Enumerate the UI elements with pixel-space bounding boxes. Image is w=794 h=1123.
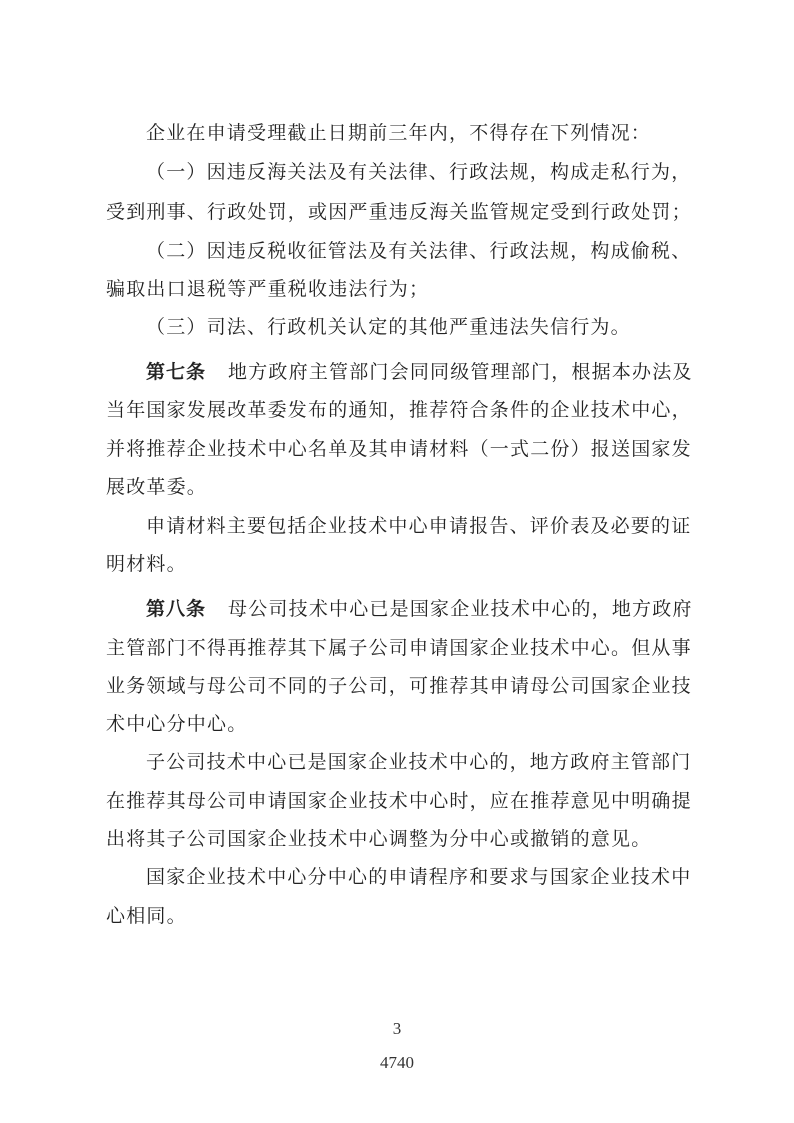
paragraph-line: 主管部门不得再推荐其下属子公司申请国家企业技术中心。但从事 [106, 637, 692, 659]
article-7-title: 第七条 [146, 361, 207, 383]
paragraph-line: 当年国家发展改革委发布的通知，推荐符合条件的企业技术中心， [106, 399, 692, 421]
paragraph-line: 术中心分中心。 [106, 713, 248, 735]
paragraph-line: 展改革委。 [106, 476, 208, 498]
paragraph-line: 并将推荐企业技术中心名单及其申请材料（一式二份）报送国家发 [106, 438, 692, 460]
paragraph-line: 在推荐其母公司申请国家企业技术中心时，应在推荐意见中明确提 [106, 790, 692, 812]
paragraph-line: 心相同。 [106, 905, 187, 927]
paragraph-line: 申请材料主要包括企业技术中心申请报告、评价表及必要的证 [146, 515, 692, 537]
paragraph-line: 国家企业技术中心分中心的申请程序和要求与国家企业技术中 [146, 866, 692, 888]
paragraph-line: 业务领域与母公司不同的子公司，可推荐其申请母公司国家企业技 [106, 675, 692, 697]
paragraph-line: 骗取出口退税等严重税收违法行为； [106, 278, 430, 300]
paragraph-line: 明材料。 [106, 553, 187, 575]
article-7-text: 地方政府主管部门会同同级管理部门，根据本办法及 [228, 361, 693, 383]
article-8-first-line [146, 597, 693, 621]
paragraph-line: 子公司技术中心已是国家企业技术中心的，地方政府主管部门 [146, 751, 692, 773]
page-number: 3 [392, 1019, 402, 1038]
article-8-title: 第八条 [146, 598, 207, 620]
paragraph-line: 企业在申请受理截止日期前三年内，不得存在下列情况： [146, 122, 652, 144]
page-code: 4740 [380, 1053, 414, 1072]
article-8-text: 母公司技术中心已是国家企业技术中心的，地方政府 [228, 598, 693, 620]
paragraph-line: （三）司法、行政机关认定的其他严重违法失信行为。 [146, 316, 631, 338]
paragraph-line: 出将其子公司国家企业技术中心调整为分中心或撤销的意见。 [106, 828, 652, 850]
article-7-first-line [146, 360, 693, 384]
paragraph-line: （二）因违反税收征管法及有关法律、行政法规，构成偷税、 [146, 240, 692, 262]
paragraph-line: 受到刑事、行政处罚，或因严重违反海关监管规定受到行政处罚； [106, 201, 692, 223]
paragraph-line: （一）因违反海关法及有关法律、行政法规，构成走私行为， [146, 161, 692, 183]
